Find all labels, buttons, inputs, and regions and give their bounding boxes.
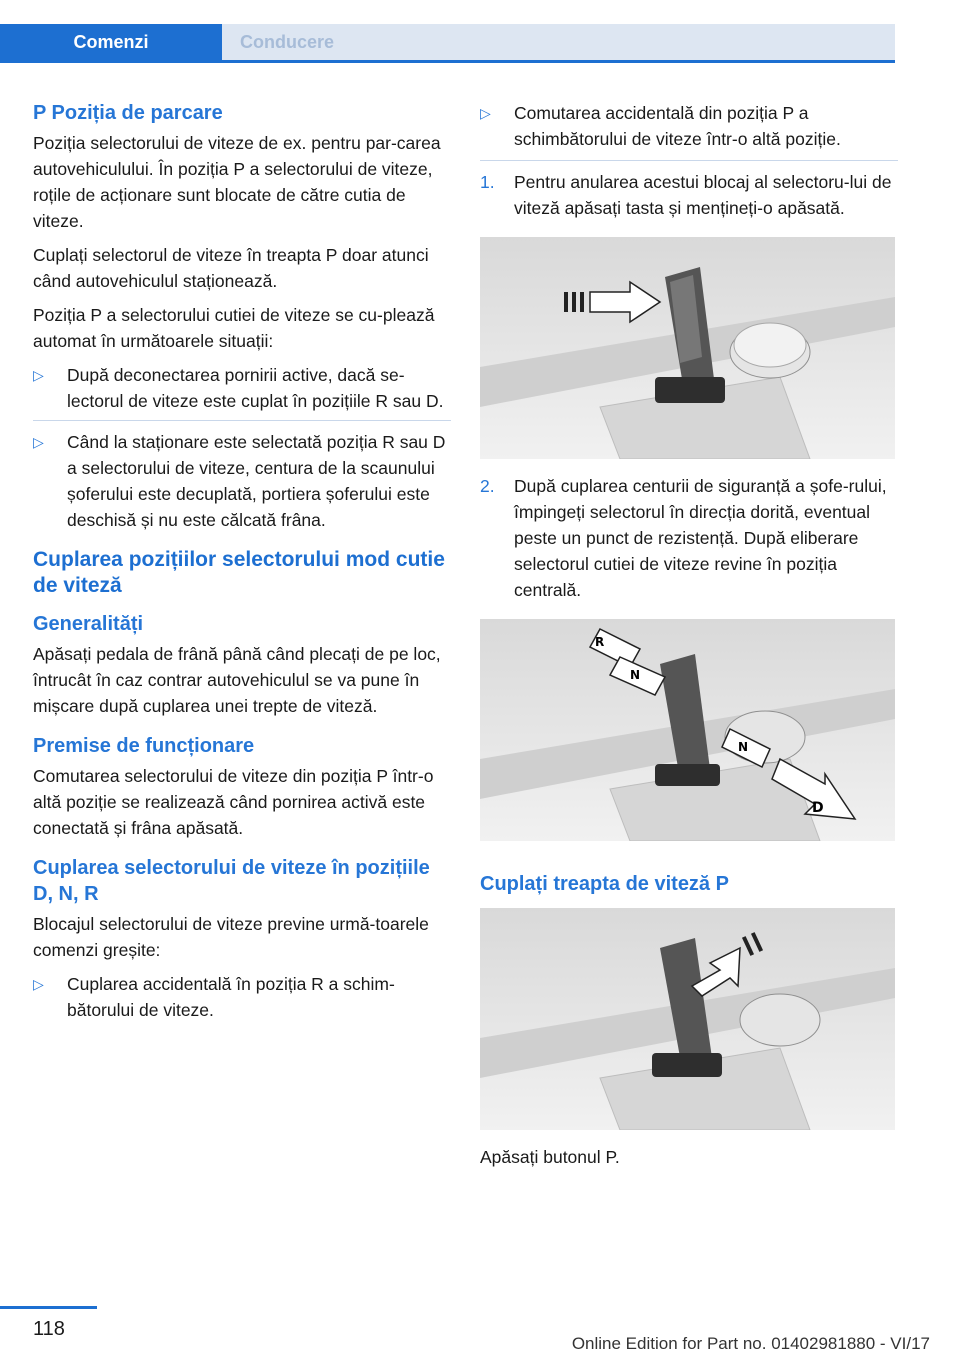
footer-rule	[0, 1306, 97, 1309]
list-item: ▷ Comutarea accidentală din poziția P a schimbătorului de viteze într-o altă poziție.	[480, 100, 898, 152]
bullet-list	[480, 100, 898, 152]
heading-generalitati: Generalități	[33, 613, 144, 635]
top-tabs	[0, 24, 895, 60]
heading-parking: P Poziția de parcare	[33, 102, 223, 124]
divider	[33, 420, 451, 421]
paragraph: Apăsați butonul P.	[480, 1147, 620, 1167]
gear-label-n-top: N	[630, 668, 641, 682]
step-2: 2. După cuplarea centurii de siguranță a șofe-rului, împingeți selectorul în direcția dorită, eventual peste un punct de rezistență. După eliberare selectorul cutiei de viteze revine în poziția centrală.	[480, 476, 887, 600]
figure-gear-selector-unlock	[480, 237, 895, 459]
gear-label-n-bottom: N	[738, 740, 749, 754]
bullet-list	[33, 362, 451, 533]
heading-cuplati-p: Cuplați treapta de viteză P	[480, 873, 729, 895]
heading-dnr: Cuplarea selectorului de viteze în pozițiile D, N, R	[33, 857, 430, 905]
header-rule	[0, 60, 895, 63]
list-item: ▷ Cuplarea accidentală în poziția R a schim-bătorului de viteze.	[33, 971, 451, 1023]
left-column	[33, 100, 451, 1031]
step-1: 1. Pentru anularea acestui blocaj al selectoru-lui de viteză apăsați tasta și mențineți-o apăsată.	[480, 172, 892, 218]
paragraph: Cuplați selectorul de viteze în treapta P doar atunci când autovehiculul staționează.	[33, 245, 429, 291]
steps-list	[480, 169, 898, 221]
paragraph: Blocajul selectorului de viteze previne urmă-toarele comenzi greșite:	[33, 914, 429, 960]
heading-premise: Premise de funcționare	[33, 735, 255, 757]
right-column	[480, 100, 898, 1178]
bullet-list	[33, 971, 451, 1023]
triangle-bullet-icon: ▷	[33, 976, 44, 992]
paragraph: Comutarea selectorului de viteze din poziția P într-o altă poziție se realizează când pornirea activă este conectată și frâna apăsată.	[33, 766, 434, 838]
tab-comenzi[interactable]: Comenzi	[0, 24, 222, 60]
gear-label-d: D	[812, 800, 824, 816]
triangle-bullet-icon: ▷	[480, 105, 491, 121]
paragraph: Poziția P a selectorului cutiei de viteze se cu-plează automat în următoarele situații:	[33, 305, 435, 351]
paragraph: Poziția selectorului de viteze de ex. pentru par-carea autovehiculului. În poziția P a selectorului de viteze, roțile de acționare sunt blocate de către cutia de viteze.	[33, 133, 441, 231]
figure-gear-selector-rnd	[480, 619, 895, 841]
list-item: ▷ După deconectarea pornirii active, dacă se-lectorul de viteze este cuplat în pozițiile R sau D.	[33, 362, 451, 414]
heading-cuplare: Cuplarea pozițiilor selectorului mod cutie de viteză	[33, 548, 445, 597]
steps-list	[480, 473, 898, 603]
divider	[480, 160, 898, 161]
triangle-bullet-icon: ▷	[33, 434, 44, 450]
paragraph: Apăsați pedala de frână până când plecați de pe loc, întrucât în caz contrar autovehiculul se va pune în mișcare după cuplarea unei trepte de viteză.	[33, 644, 441, 716]
tab-conducere[interactable]: Conducere	[222, 24, 895, 60]
list-item: ▷ Când la staționare este selectată poziția R sau D a selectorului de viteze, centura de la scaunului șoferului este decuplată, portiera șoferului este deschisă și nu este călcată frâna.	[33, 429, 451, 533]
triangle-bullet-icon: ▷	[33, 367, 44, 383]
figure-gear-selector-p	[480, 908, 895, 1130]
page-number: 118	[33, 1318, 65, 1340]
gear-label-r: R	[595, 635, 605, 649]
edition-note: Online Edition for Part no. 01402981880 - VI/17	[571, 1334, 930, 1353]
